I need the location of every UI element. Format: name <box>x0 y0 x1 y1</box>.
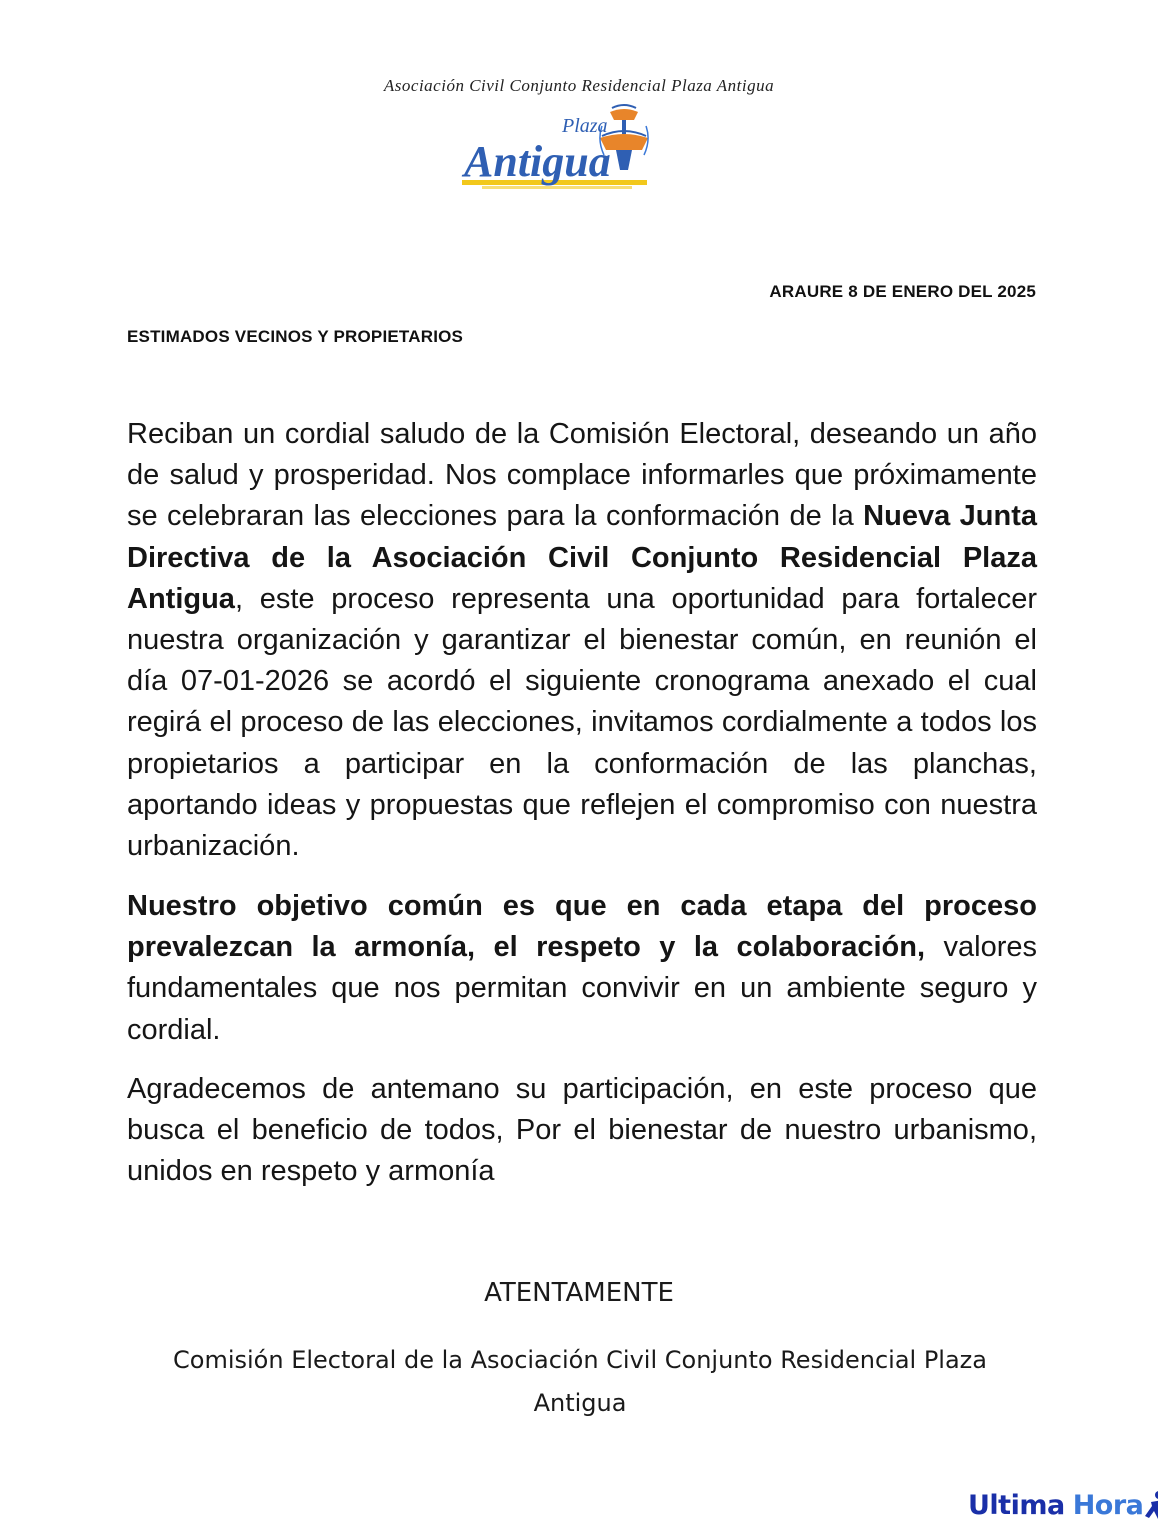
signature-text: Comisión Electoral de la Asociación Civil Conjunto Residencial Plaza Antigua <box>173 1346 987 1417</box>
association-header: Asociación Civil Conjunto Residencial Plaza Antigua <box>383 76 775 95</box>
watermark-word-ultima: Ultima <box>968 1489 1065 1521</box>
letter-salutation: ESTIMADOS VECINOS Y PROPIETARIOS <box>127 327 464 346</box>
letter-date: ARAURE 8 DE ENERO DEL 2025 <box>769 282 1036 301</box>
paragraph-1-bold: Nueva Junta Directiva de la Asociación Civil Conjunto Residencial Plaza Antigua <box>127 500 1037 615</box>
plaza-antigua-logo <box>452 100 662 200</box>
closing-text: ATENTAMENTE <box>484 1278 674 1308</box>
paragraph-2 <box>127 886 1037 1051</box>
paragraph-1-rest: , este proceso representa una oportunidad para fortalecer nuestra organización y garantizar el bienestar común, en reunión el día 07-01-2026 se acordó el siguiente cronograma anexado el cual regirá el proceso de las elecciones, invitamos cordialmente a todos los propietarios a participar en la conformación de las planchas, aportando ideas y propuestas que reflejen el compromiso con nuestra urbanización. <box>127 582 1037 863</box>
logo-antigua-text: Antigua <box>464 137 611 186</box>
runner-icon <box>1145 1490 1158 1520</box>
logo-plaza-text: Plaza <box>562 115 608 137</box>
ultima-hora-watermark <box>968 1490 1158 1520</box>
paragraph-1-intro: Reciban un cordial saludo de la Comisión Electoral, deseando un año de salud y prosperidad. Nos complace informarles que próximamente se celebraran las elecciones para la conformación de la <box>127 418 1037 533</box>
paragraph-2-bold: Nuestro objetivo común es que en cada etapa del proceso prevalezcan la armonía, el respeto y la colaboración, <box>127 890 1037 964</box>
paragraph-1 <box>127 414 1037 867</box>
paragraph-3: Agradecemos de antemano su participación, en este proceso que busca el beneficio de todos, Por el bienestar de nuestro urbanismo, unidos en respeto y armonía <box>127 1073 1037 1188</box>
paragraph-2-rest: valores fundamentales que nos permitan convivir en un ambiente seguro y cordial. <box>127 931 1037 1046</box>
watermark-word-hora: Hora <box>1072 1489 1144 1521</box>
logo-yellow-band-thin <box>482 186 632 189</box>
